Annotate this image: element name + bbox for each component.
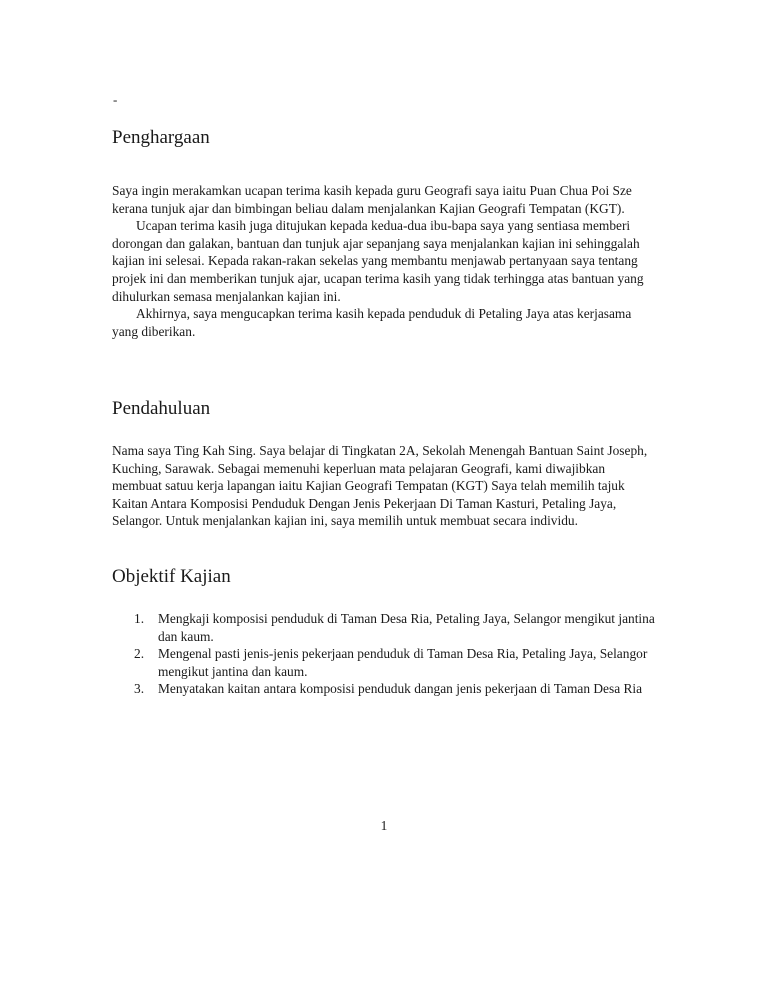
list-item-text: Mengenal pasti jenis-jenis pekerjaan penduduk di Taman Desa Ria, Petaling Jaya, Selangor mengikut jantina dan kaum. (158, 646, 648, 679)
list-item-number: 2. (134, 646, 145, 662)
list-item (112, 610, 657, 645)
pendahuluan-paragraph: Nama saya Ting Kah Sing. Saya belajar di Tingkatan 2A, Sekolah Menengah Bantuan Saint Joseph, Kuching, Sarawak. Sebagai memenuhi keperluan mata pelajaran Geografi, kami diwajibkan membuat satuu kerja lapangan iaitu Kajian Geografi Tempatan (KGT) Saya telah memilih tajuk Kaitan Antara Komposisi Penduduk Dengan Jenis Pekerjaan Di Taman Kasturi, Petaling Jaya, Selangor. Untuk menjalankan kajian ini, saya memilih untuk membuat secara individu. (112, 443, 648, 529)
list-item (112, 680, 657, 698)
list-item-number: 1. (134, 611, 145, 626)
penghargaan-paragraph-2: Ucapan terima kasih juga ditujukan kepada kedua-dua ibu-bapa saya yang sentiasa memberi dorongan dan galakan, bantuan dan tunjuk ajar sepanjang saya menjalankan kajian ini sehinggalah kajian ini selesai. Kepada rakan-rakan sekelas yang membantu menjawab pertanyaan saya tentang projek ini dan memberikan tunjuk ajar, ucapan terima kasih yang tidak terhingga atas bantuan yang dihulurkan semasa menjalankan kajian ini. (112, 218, 644, 304)
list-item-number: 3. (134, 681, 145, 697)
pendahuluan-body (112, 442, 657, 530)
page-number: 1 (380, 818, 388, 833)
objektif-list (112, 610, 657, 698)
list-item-text: Menyatakan kaitan antara komposisi penduduk dangan jenis pekerjaan di Taman Desa Ria (158, 681, 643, 697)
heading-penghargaan: Penghargaan (112, 127, 210, 148)
heading-objektif-kajian: Objektif Kajian (112, 566, 231, 587)
penghargaan-paragraph-1: Saya ingin merakamkan ucapan terima kasih kepada guru Geografi saya iaitu Puan Chua Poi Sze kerana tunjuk ajar dan bimbingan beliau dalam menjalankan Kajian Geografi Tempatan (KGT). (112, 183, 632, 216)
list-item (112, 645, 657, 680)
heading-pendahuluan: Pendahuluan (112, 398, 211, 419)
leading-dash: - (113, 92, 118, 107)
list-item-text: Mengkaji komposisi penduduk di Taman Desa Ria, Petaling Jaya, Selangor mengikut jantina dan kaum. (158, 611, 655, 644)
penghargaan-paragraph-3: Akhirnya, saya mengucapkan terima kasih kepada penduduk di Petaling Jaya atas kerjasama yang diberikan. (112, 306, 632, 339)
penghargaan-body (112, 182, 657, 340)
